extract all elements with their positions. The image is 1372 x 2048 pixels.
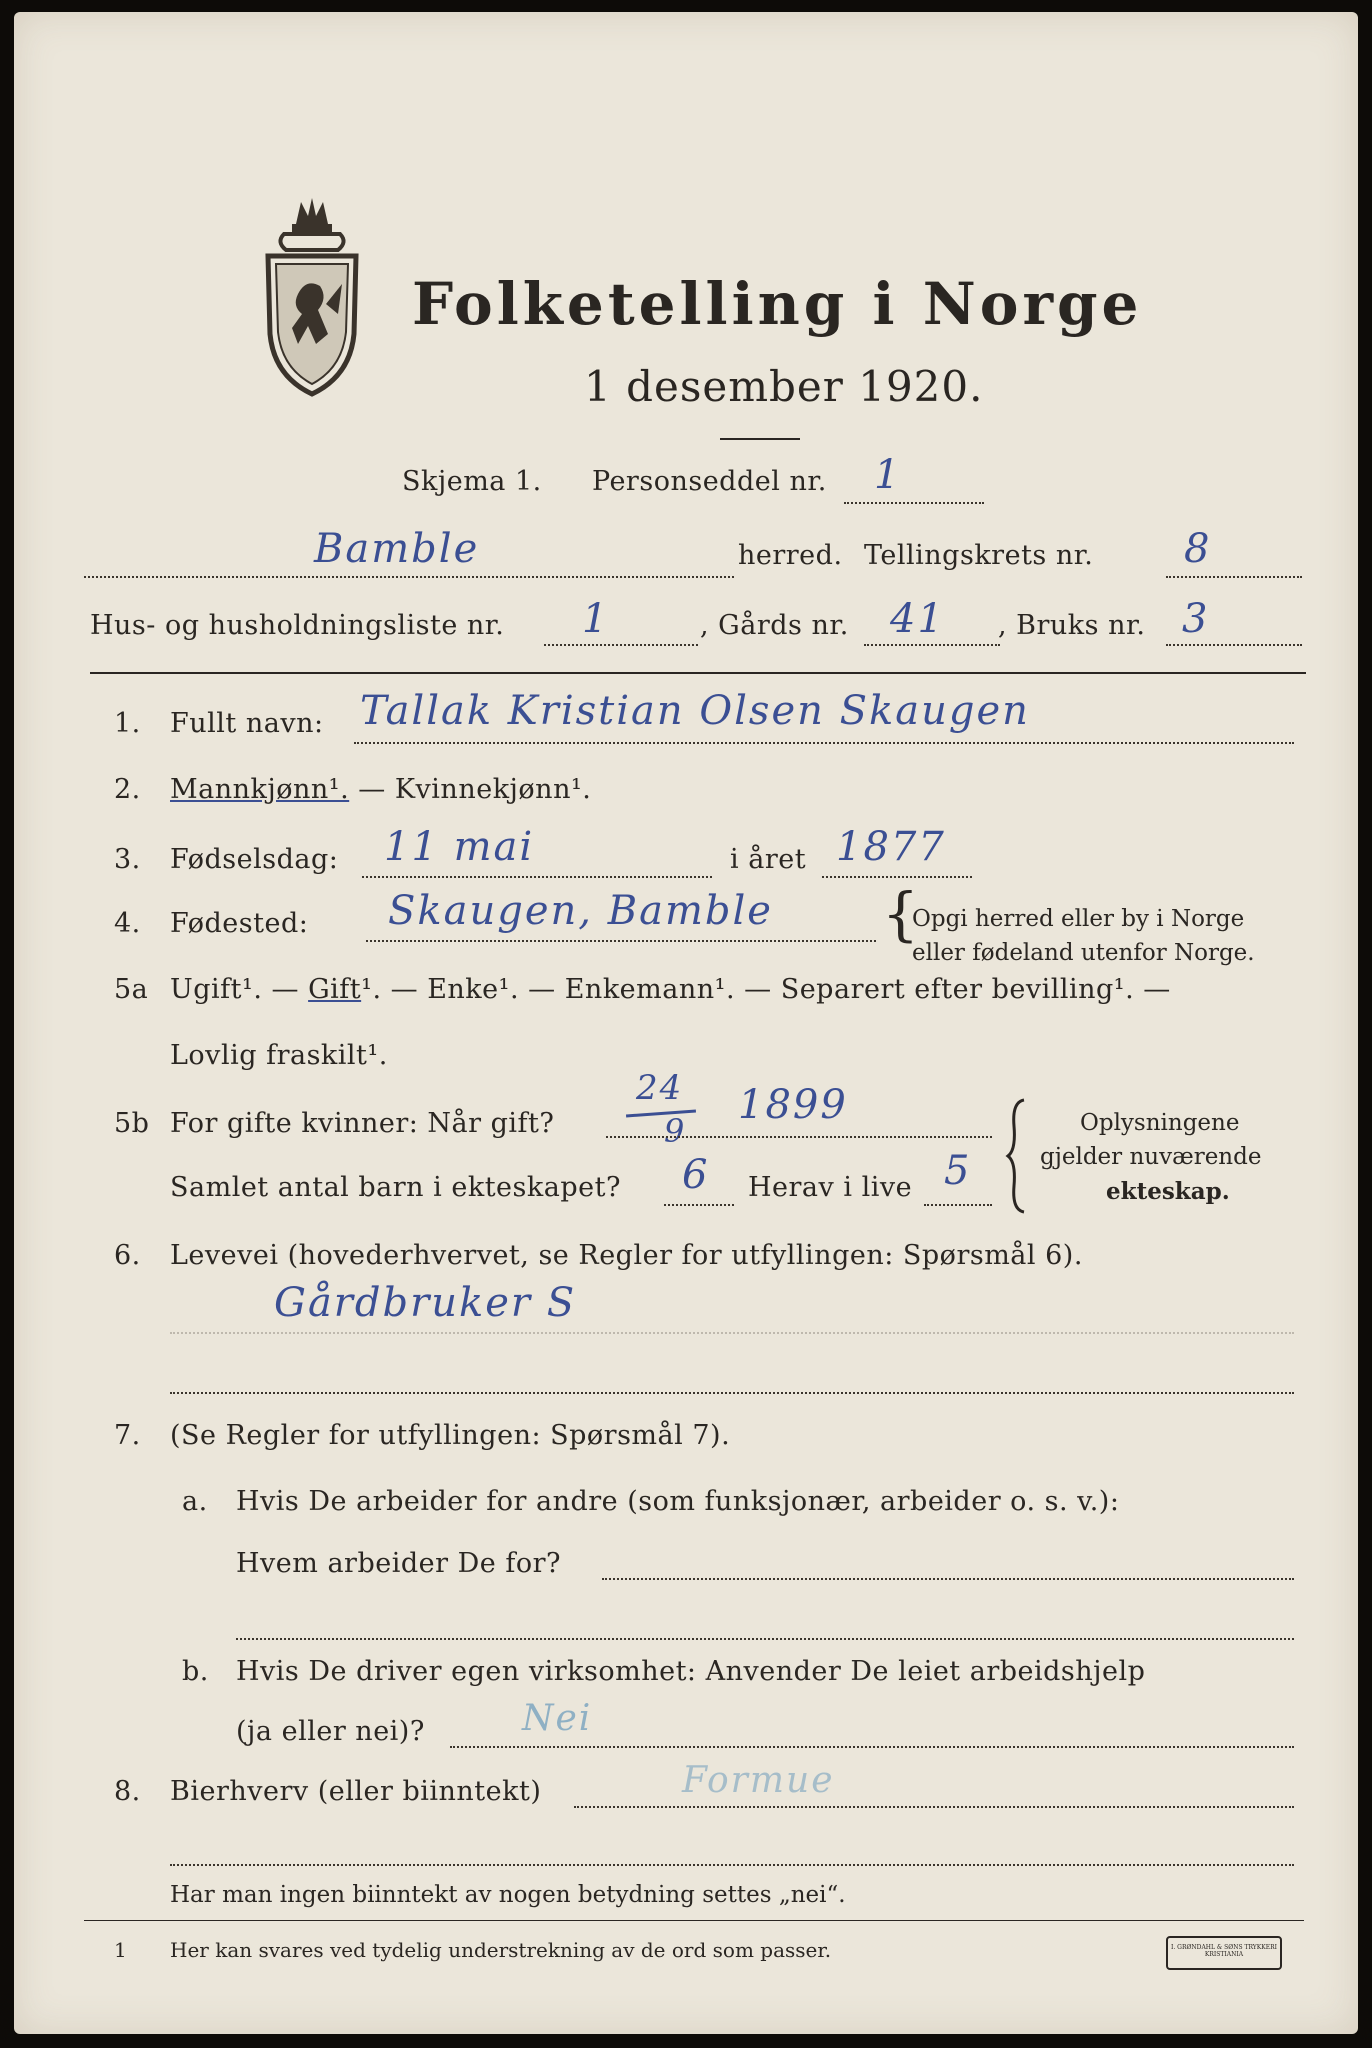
q3-number: 3. — [114, 844, 141, 875]
q5a-options-line1[interactable] — [170, 974, 1171, 1005]
tellingskrets-field-line — [1166, 576, 1302, 578]
footnote-number: 1 — [114, 1938, 127, 1962]
husliste-value[interactable]: 1 — [582, 596, 610, 642]
q7b-letter: b. — [182, 1656, 209, 1687]
q6-number: 6. — [114, 1240, 141, 1271]
q4-number: 4. — [114, 908, 141, 939]
q3-birthday-field-line — [362, 876, 712, 878]
q3-year-value[interactable]: 1877 — [836, 824, 946, 870]
q7-number: 7. — [114, 1420, 141, 1451]
q6-occupation-value[interactable]: Gårdbruker S — [274, 1280, 577, 1326]
gards-value[interactable]: 41 — [890, 596, 945, 642]
husliste-label: Hus- og husholdningsliste nr. — [90, 610, 505, 641]
q5b-children-label: Samlet antal barn i ekteskapet? — [170, 1172, 621, 1203]
herred-value[interactable]: Bamble — [314, 526, 480, 572]
title-divider — [720, 438, 800, 440]
q3-birthday-value[interactable]: 11 mai — [384, 824, 535, 870]
tellingskrets-value[interactable]: 8 — [1184, 526, 1212, 572]
q8-value[interactable]: Formue — [682, 1760, 835, 1801]
q3-year-field-line — [822, 876, 972, 878]
q4-field-line — [366, 940, 876, 942]
herred-field-line — [84, 576, 734, 578]
census-form-page — [14, 12, 1358, 2034]
q5b-alive-label: Herav i live — [748, 1172, 913, 1203]
q8-number: 8. — [114, 1776, 141, 1807]
footnote-text: Her kan svares ved tydelig understrekning av de ord som passer. — [170, 1938, 832, 1962]
q5b-children-field-line — [664, 1204, 734, 1206]
printer-stamp-line2: KRISTIANIA — [1204, 1951, 1244, 1958]
q4-birthplace-value[interactable]: Skaugen, Bamble — [388, 888, 773, 934]
q2-number: 2. — [114, 774, 141, 805]
form-title: Folketelling i Norge — [412, 270, 1143, 338]
q3-label: Fødselsdag: — [170, 844, 339, 875]
q7-label: (Se Regler for utfyllingen: Spørsmål 7). — [170, 1420, 731, 1451]
q7b-question: Hvis De driver egen virksomhet: Anvender De leiet arbeidshjelp — [236, 1656, 1146, 1687]
q8-field-line-1 — [574, 1806, 1294, 1808]
q5b-day-value[interactable]: 24 — [636, 1068, 684, 1108]
skjema-label: Skjema 1. — [402, 466, 542, 497]
tellingskrets-label: Tellingskrets nr. — [864, 540, 1094, 571]
bruks-field-line — [1166, 644, 1302, 646]
q5b-married-field-line — [606, 1136, 992, 1138]
q5b-married-label: For gifte kvinner: Når gift? — [170, 1108, 555, 1139]
q1-full-name-value[interactable]: Tallak Kristian Olsen Skaugen — [360, 688, 1030, 734]
bruks-value[interactable]: 3 — [1182, 596, 1210, 642]
form-date: 1 desember 1920. — [584, 362, 984, 411]
q1-label: Fullt navn: — [170, 708, 324, 739]
q7a-field-line-2 — [236, 1638, 1294, 1640]
q5a-options-line2[interactable]: Lovlig fraskilt¹. — [170, 1040, 388, 1071]
q5b-alive-value[interactable]: 5 — [944, 1148, 972, 1194]
printer-stamp-line1: I. GRØNDAHL & SØNS TRYKKERI — [1170, 1944, 1277, 1951]
q5a-ugift-option: Ugift¹. — — [170, 974, 309, 1005]
q7b-field-line — [450, 1746, 1294, 1748]
bruks-label: , Bruks nr. — [998, 610, 1146, 641]
footer-note: Har man ingen biinntekt av nogen betydning settes „nei“. — [170, 1882, 846, 1908]
q1-field-line — [354, 742, 1294, 744]
q6-label: Levevei (hovederhvervet, se Regler for utfyllingen: Spørsmål 6). — [170, 1240, 1083, 1271]
herred-label: herred. — [738, 540, 843, 571]
q3-year-label: i året — [730, 844, 807, 875]
q4-note-brace: { — [882, 880, 919, 948]
q5a-number: 5a — [114, 974, 149, 1005]
q1-number: 1. — [114, 708, 141, 739]
q8-label: Bierhverv (eller biinntekt) — [170, 1776, 542, 1807]
q7a-question: Hvis De arbeider for andre (som funksjonær, arbeider o. s. v.): — [236, 1486, 1120, 1517]
q5a-gift-option: Gift — [308, 974, 362, 1005]
personseddel-field-line — [844, 502, 984, 504]
printer-stamp — [1166, 1936, 1282, 1970]
q6-field-line-1 — [170, 1332, 1294, 1334]
q4-label: Fødested: — [170, 908, 309, 939]
q5b-note-line1: Oplysningene — [1080, 1110, 1240, 1136]
q7b-value[interactable]: Nei — [522, 1698, 593, 1739]
q7a-question-line2: Hvem arbeider De for? — [236, 1548, 561, 1579]
q7b-question-line2: (ja eller nei)? — [236, 1716, 425, 1747]
q7a-field-line-1 — [602, 1578, 1294, 1580]
q5b-note-brace — [1004, 1096, 1030, 1216]
q5b-month-value[interactable]: 9 — [664, 1112, 687, 1150]
q4-note-line2: eller fødeland utenfor Norge. — [912, 940, 1255, 966]
q5a-other-options: ¹. — Enke¹. — Enkemann¹. — Separert efter bevilling¹. — — [361, 974, 1171, 1005]
personseddel-label: Personseddel nr. — [592, 466, 827, 497]
husliste-field-line — [544, 644, 698, 646]
gards-label: , Gårds nr. — [700, 610, 849, 641]
q5b-note-line2: gjelder nuværende — [1040, 1144, 1262, 1170]
q5b-number: 5b — [114, 1108, 150, 1139]
q6-field-line-2 — [170, 1392, 1294, 1394]
coat-of-arms-emblem — [246, 194, 378, 404]
q5b-children-value[interactable]: 6 — [682, 1152, 710, 1198]
q5b-note-line3: ekteskap. — [1106, 1178, 1230, 1205]
q2-mannkjonn-option[interactable] — [170, 774, 591, 805]
footnote-divider — [84, 1920, 1304, 1921]
q2-mannkjonn-label: Mannkjønn¹. — [170, 774, 350, 805]
q5b-alive-field-line — [924, 1204, 992, 1206]
q2-kvinnekjonn-label: Kvinnekjønn¹. — [394, 774, 592, 805]
q4-note-line1: Opgi herred eller by i Norge — [912, 906, 1245, 932]
q5b-year-value[interactable]: 1899 — [738, 1082, 848, 1128]
q8-field-line-2 — [170, 1864, 1294, 1866]
q2-separator: — — [349, 774, 395, 805]
header-section-divider — [90, 672, 1306, 674]
q7a-letter: a. — [182, 1486, 208, 1517]
personseddel-value[interactable]: 1 — [874, 452, 902, 498]
gards-field-line — [864, 644, 1000, 646]
